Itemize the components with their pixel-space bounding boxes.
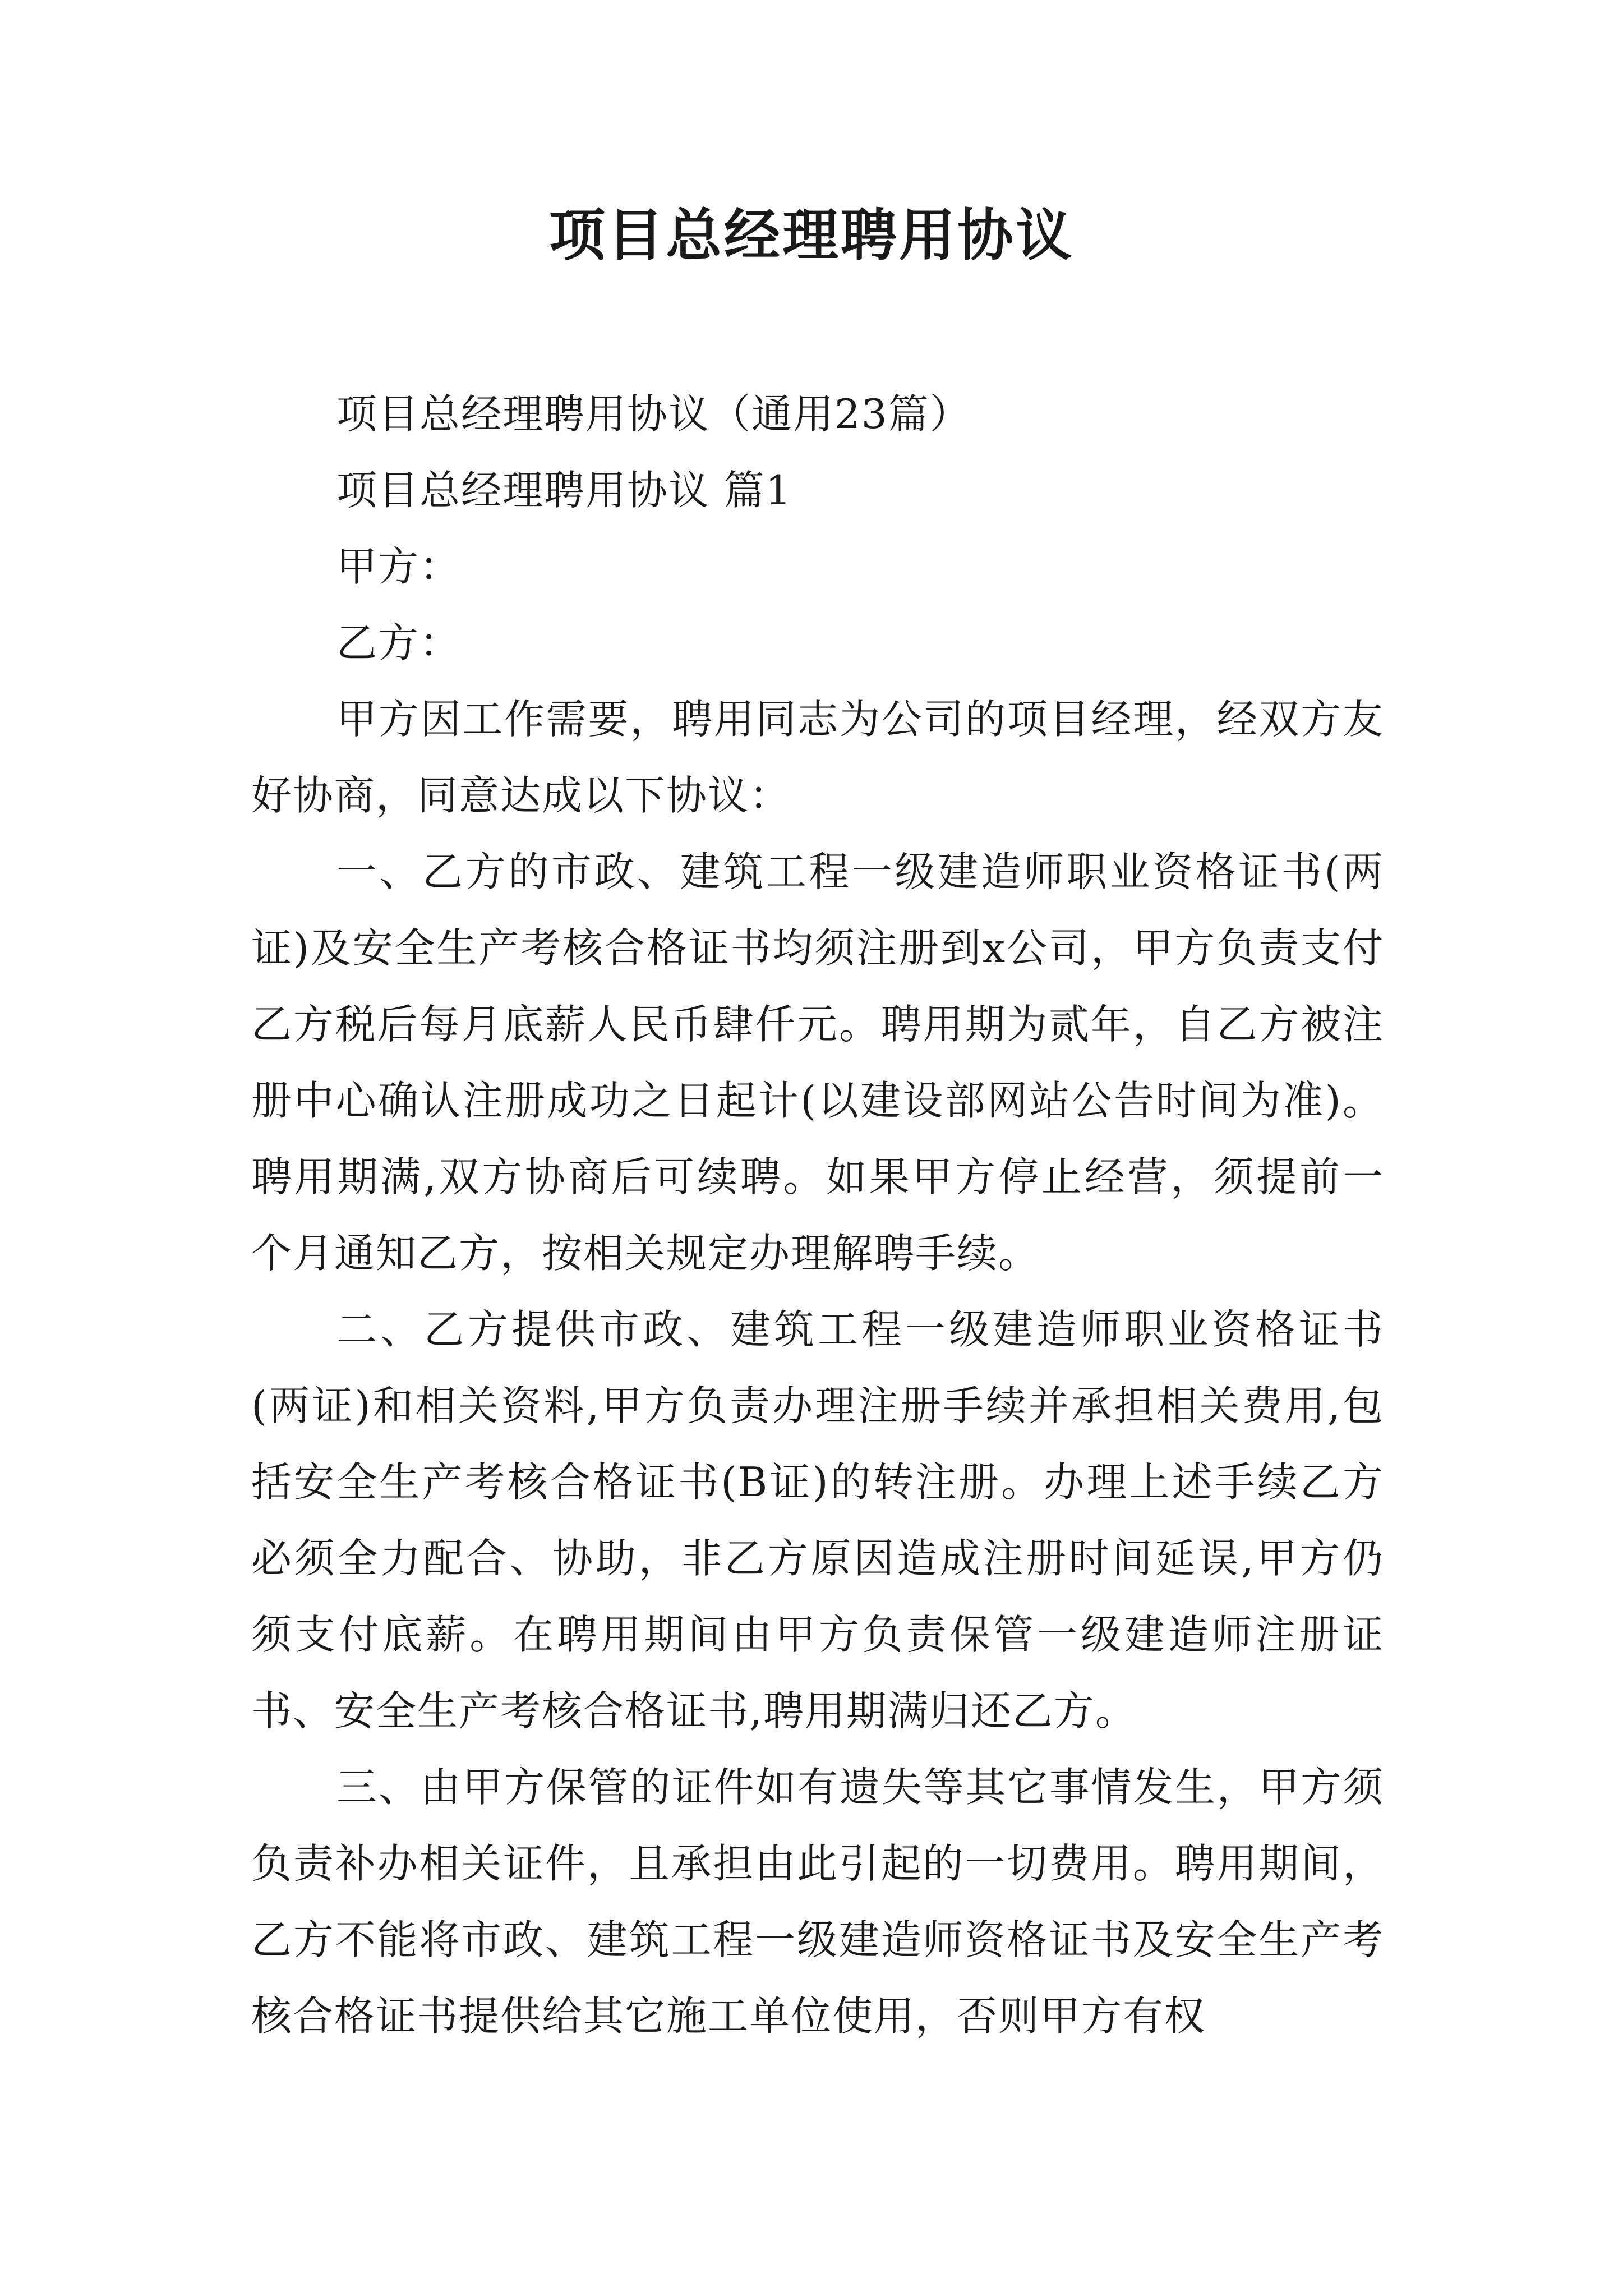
document-subtitle: 项目总经理聘用协议（通用23篇） xyxy=(336,390,971,438)
document-body xyxy=(251,376,1384,2054)
paragraph-intro: 甲方因工作需要，聘用同志为公司的项目经理，经双方友好协商，同意达成以下协议： xyxy=(251,696,1384,819)
paragraph-clause-2: 二、乙方提供市政、建筑工程一级建造师职业资格证书(两证)和相关资料,甲方负责办理注册手续并承担相关费用,包括安全生产考核合格证书(B证)的转注册。办理上述手续乙方必须全力配合、协助，非乙方原因造成注册时间延误,甲方仍须支付底薪。在聘用期间由甲方负责保管一级建造师注册证书、安全生产考核合格证书,聘用期满归还乙方。 xyxy=(251,1306,1384,1734)
paragraph-clause-1: 一、乙方的市政、建筑工程一级建造师职业资格证书(两证)及安全生产考核合格证书均须注册到x公司，甲方负责支付乙方税后每月底薪人民币肆仟元。聘用期为贰年，自乙方被注册中心确认注册成功之日起计(以建设部网站公告时间为准)。聘用期满,双方协商后可续聘。如果甲方停止经营，须提前一个月通知乙方，按相关规定办理解聘手续。 xyxy=(251,848,1384,1277)
section-heading: 项目总经理聘用协议 篇1 xyxy=(336,467,792,514)
paragraph-clause-3: 三、由甲方保管的证件如有遗失等其它事情发生，甲方须负责补办相关证件，且承担由此引起的一切费用。聘用期间，乙方不能将市政、建筑工程一级建造师资格证书及安全生产考核合格证书提供给其它施工单位使用，否则甲方有权 xyxy=(251,1764,1384,2040)
party-a-label: 甲方： xyxy=(336,543,462,590)
document-title: 项目总经理聘用协议 xyxy=(549,203,1074,268)
party-b-label: 乙方： xyxy=(336,619,462,666)
